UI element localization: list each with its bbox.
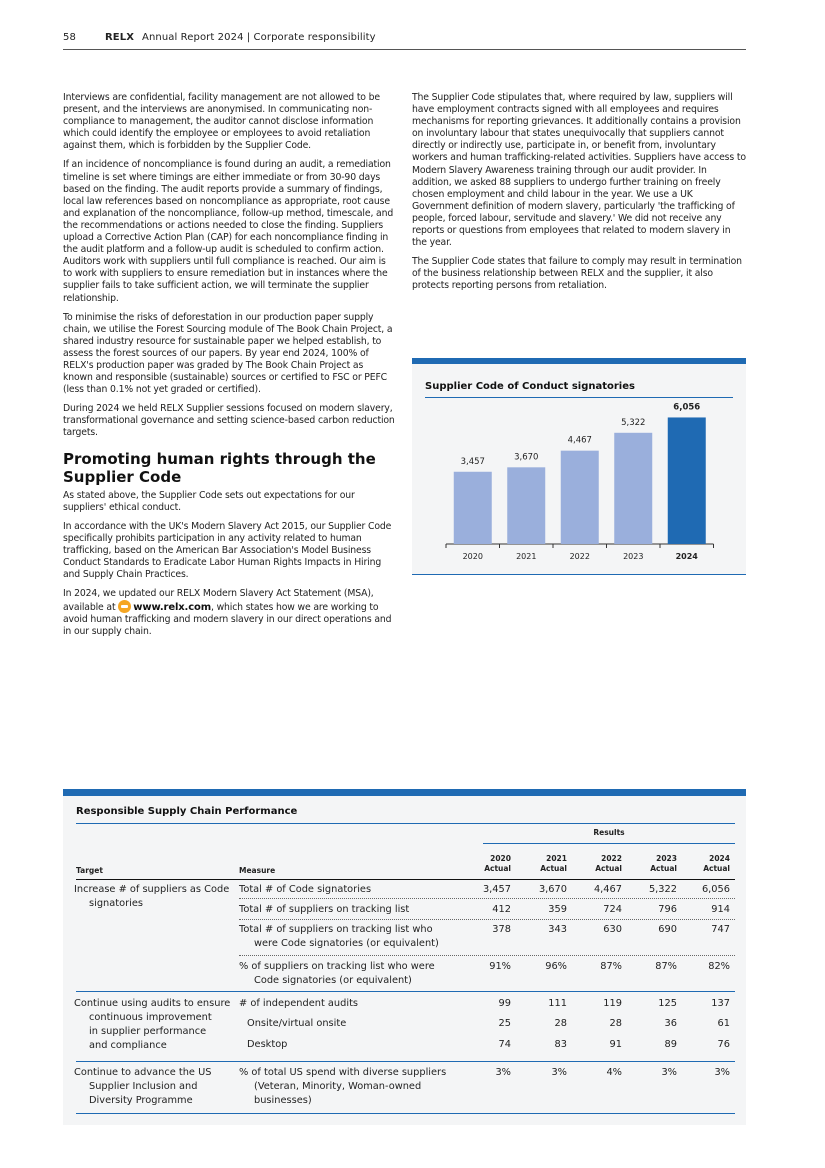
target-cell: Increase # of suppliers as Code signatories [74, 884, 230, 909]
bar-2024 [668, 417, 706, 544]
value-cell: 99 [498, 998, 511, 1009]
x-tick-label: 2023 [623, 552, 644, 561]
measure-cell: % of suppliers on tracking list who were Code signatories (or equivalent) [239, 961, 435, 986]
bar-2023 [614, 433, 652, 544]
x-tick-label: 2024 [675, 552, 698, 561]
value-cell: 28 [554, 1018, 567, 1029]
paragraph-text: In 2024, we updated our RELX Modern Slavery Act Statement (MSA), available at [63, 588, 374, 614]
value-cell: 74 [498, 1039, 511, 1050]
column-header-year: 2022 Actual [595, 854, 622, 873]
brand-name: RELX [105, 32, 135, 43]
right-column [412, 92, 746, 300]
value-cell: 914 [711, 904, 730, 915]
value-cell: 111 [548, 998, 567, 1009]
measure-cell: # of independent audits [239, 998, 359, 1009]
chart-title: Supplier Code of Conduct signatories [425, 381, 635, 392]
value-cell: 3% [714, 1067, 730, 1078]
value-cell: 3,670 [538, 884, 567, 895]
paragraph: If an incidence of noncompliance is found during an audit, a remediation timeline is set where timings are either immediate or from 30-90 days based on the finding. The audit reports provide a summary of findings, local law references based on noncompliance as appropriate, root cause and explanation of the noncompliance, follow-up method, timescale, and the recommendations or actions needed to close the finding. Suppliers upload a Corrective Action Plan (CAP) for each noncompliance finding in the audit platform and a follow-up audit is scheduled to confirm action. Auditors work with suppliers until full compliance is reached. Our aim is to work with suppliers to ensure remediation but in instances where the supplier fails to take sufficient action, we will terminate the supplier relationship. [63, 159, 394, 304]
value-cell: 87% [655, 961, 677, 972]
page-header [63, 32, 746, 50]
measure-cell: Onsite/virtual onsite [247, 1018, 347, 1029]
paragraph: The Supplier Code states that failure to comply may result in termination of the business relationship between RELX and the supplier, it also protects reporting persons from retaliation. [412, 256, 742, 292]
value-cell: 76 [717, 1039, 730, 1050]
paragraph-text: , which states how we are working to avoid human trafficking and modern slavery in our direct operations and in our supply chain. [63, 602, 392, 638]
relx-website-link[interactable]: www.relx.com [133, 602, 211, 614]
external-link-icon[interactable] [118, 600, 131, 613]
paragraph: In accordance with the UK's Modern Slavery Act 2015, our Supplier Code specifically prohibits participation in any activity related to human trafficking, based on the American Bar Association's Model Business Conduct Standards to Eradicate Labor Human Rights Impacts in Hiring and Supply Chain Practices. [63, 520, 392, 581]
report-title: Annual Report 2024 | Corporate responsibility [142, 32, 376, 43]
row-divider [239, 898, 735, 899]
results-header: Results [483, 828, 735, 844]
value-cell: 36 [664, 1018, 677, 1029]
divider [76, 823, 735, 824]
value-cell: 412 [492, 904, 511, 915]
value-cell: 4% [606, 1067, 622, 1078]
data-label: 5,322 [621, 417, 646, 428]
paragraph: During 2024 we held RELX Supplier sessions focused on modern slavery, transformational governance and setting science-based carbon reduction targets. [63, 403, 395, 439]
bar-2022 [561, 451, 599, 544]
value-cell: 3,457 [482, 884, 511, 895]
divider [76, 879, 735, 880]
value-cell: 87% [600, 961, 622, 972]
value-cell: 119 [603, 998, 622, 1009]
section-heading: Promoting human rights through the Supplier Code [63, 449, 376, 486]
value-cell: 3% [661, 1067, 677, 1078]
data-label: 6,056 [673, 402, 701, 413]
value-cell: 690 [658, 924, 677, 935]
group-divider [76, 991, 735, 992]
value-cell: 125 [658, 998, 677, 1009]
column-header-year: 2024 Actual [703, 854, 730, 873]
value-cell: 61 [717, 1018, 730, 1029]
measure-cell: Total # of suppliers on tracking list [239, 904, 410, 915]
value-cell: 378 [492, 924, 511, 935]
group-divider [76, 1113, 735, 1114]
value-cell: 4,467 [593, 884, 622, 895]
page-number: 58 [63, 32, 76, 43]
value-cell: 82% [708, 961, 730, 972]
left-column [63, 92, 395, 646]
value-cell: 796 [658, 904, 677, 915]
performance-table [63, 789, 746, 1125]
target-cell: Continue using audits to ensure continuous improvement in supplier performance and compliance [74, 998, 231, 1051]
measure-cell: Total # of Code signatories [239, 884, 372, 895]
x-tick-label: 2020 [462, 552, 483, 561]
value-cell: 28 [609, 1018, 622, 1029]
x-tick-label: 2022 [569, 552, 590, 561]
paragraph: As stated above, the Supplier Code sets out expectations for our suppliers' ethical conduct. [63, 489, 355, 513]
group-divider [76, 1061, 735, 1062]
row-divider [239, 919, 735, 920]
bar-2020 [454, 472, 492, 544]
value-cell: 3% [495, 1067, 511, 1078]
column-header-measure: Measure [239, 866, 276, 875]
column-header-target: Target [76, 866, 103, 875]
column-header-year: 2020 Actual [484, 854, 511, 873]
data-label: 3,457 [460, 456, 485, 467]
chart-panel [412, 358, 746, 575]
value-cell: 747 [711, 924, 730, 935]
bar-chart [412, 364, 746, 575]
table-title: Responsible Supply Chain Performance [76, 806, 298, 817]
value-cell: 724 [603, 904, 622, 915]
value-cell: 91 [609, 1039, 622, 1050]
row-divider [239, 955, 735, 956]
data-label: 4,467 [567, 435, 592, 446]
value-cell: 91% [489, 961, 511, 972]
value-cell: 25 [498, 1018, 511, 1029]
paragraph: Interviews are confidential, facility management are not allowed to be present, and the interviews are anonymised. In communicating non-compliance to management, the auditor cannot disclose information which could identify the employee or employees to avoid retaliation against them, which is forbidden by the Supplier Code. [63, 92, 380, 152]
measure-cell: Desktop [247, 1039, 288, 1050]
target-cell: Continue to advance the US Supplier Inclusion and Diversity Programme [74, 1067, 212, 1106]
value-cell: 359 [548, 904, 567, 915]
value-cell: 137 [711, 998, 730, 1009]
value-cell: 3% [551, 1067, 567, 1078]
value-cell: 5,322 [648, 884, 677, 895]
measure-cell: % of total US spend with diverse suppliers (Veteran, Minority, Woman-owned businesses) [239, 1067, 447, 1106]
value-cell: 630 [603, 924, 622, 935]
data-label: 3,670 [514, 452, 539, 463]
paragraph: The Supplier Code stipulates that, where required by law, suppliers will have employment contracts signed with all employees and requires mechanisms for reporting grievances. It additionally contains a provision on involuntary labour that states unequivocally that suppliers cannot directly or indirectly use, participate in, or benefit from, involuntary workers and human trafficking-related activities. Suppliers have access to Modern Slavery Awareness training through our audit provider. In addition, we asked 88 suppliers to undergo further training on freely chosen employment and child labour in the year. We use a UK Government definition of modern slavery, particularly 'the trafficking of people, forced labour, servitude and slavery.' We did not receive any reports or questions from employees that related to modern slavery in the year. [412, 92, 746, 249]
x-tick-label: 2021 [516, 552, 537, 561]
column-header-year: 2021 Actual [540, 854, 567, 873]
value-cell: 343 [548, 924, 567, 935]
value-cell: 96% [545, 961, 567, 972]
value-cell: 6,056 [701, 884, 730, 895]
paragraph: To minimise the risks of deforestation in our production paper supply chain, we utilise the Forest Sourcing module of The Book Chain Project, a shared industry resource for sustainable paper we helped establish, to assess the forest sources of our papers. By year end 2024, 100% of RELX's production paper was graded by The Book Chain Project as known and responsible (sustainable) sources or certified to FSC or PEFC (less than 0.1% not yet graded or certified). [63, 311, 393, 396]
value-cell: 89 [664, 1039, 677, 1050]
paragraph-msa [63, 588, 395, 638]
value-cell: 83 [554, 1039, 567, 1050]
measure-cell: Total # of suppliers on tracking list who were Code signatories (or equivalent) [239, 924, 439, 949]
bar-2021 [507, 467, 545, 544]
column-header-year: 2023 Actual [650, 854, 677, 873]
